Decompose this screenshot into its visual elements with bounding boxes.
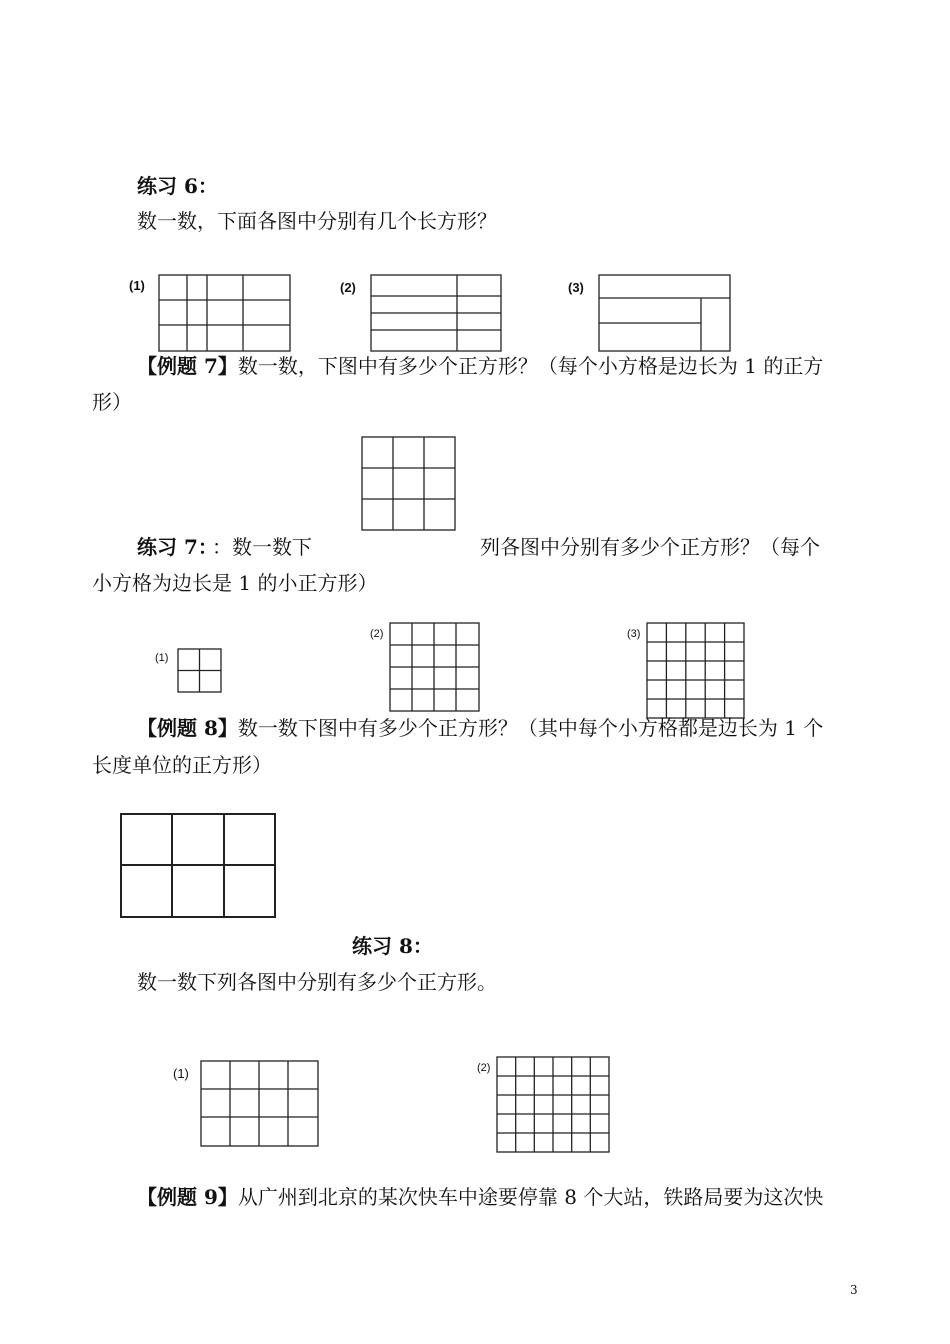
practice7-label-2: (2) <box>370 628 384 640</box>
practice7-line2: 小方格为边长是 1 的小正方形） <box>92 571 378 595</box>
example9-tag: 【例题 9】 <box>137 1185 238 1209</box>
example8-text: 数一数下图中有多少个正方形？（其中每个小方格都是边长为 1 个 <box>237 716 824 740</box>
practice7-line1-b: 列各图中分别有多少个正方形？（每个 <box>480 535 820 559</box>
example7-text: 数一数，下图中有多少个正方形？（每个小方格是边长为 1 的正方 <box>237 354 824 378</box>
example7-grid <box>361 436 457 532</box>
practice6-label-1: (1) <box>129 278 145 293</box>
example9-text: 从广州到北京的某次快车中途要停靠 8 个大站，铁路局要为这次快 <box>237 1185 824 1209</box>
practice8-label-2: (2) <box>477 1062 491 1074</box>
practice6-label-2: (2) <box>340 280 356 295</box>
practice7-figure-1 <box>177 648 223 694</box>
practice7-figure-2 <box>389 622 481 712</box>
example8-grid <box>120 813 277 919</box>
practice8-question: 数一数下列各图中分别有多少个正方形。 <box>137 970 497 994</box>
practice7-title: 练习 7： <box>137 535 218 559</box>
practice7-label-1: (1) <box>155 652 169 664</box>
example9-line1 <box>137 1183 823 1211</box>
practice7-label-3: (3) <box>627 628 641 640</box>
practice6-label-3: (3) <box>568 280 584 295</box>
practice8-label-1: (1) <box>173 1066 189 1081</box>
practice6-figure-2 <box>370 274 502 352</box>
practice8-figure-1 <box>200 1060 319 1147</box>
page-number: 3 <box>850 1283 858 1297</box>
practice6-question: 数一数，下面各图中分别有几个长方形？ <box>137 209 497 233</box>
practice7-figure-3 <box>646 622 745 719</box>
practice6-figure-1 <box>158 274 291 352</box>
example7-tag: 【例题 7】 <box>137 354 238 378</box>
practice8-title: 练习 8： <box>352 934 433 958</box>
example7-line2: 形） <box>92 390 132 414</box>
example7-line1 <box>137 352 823 380</box>
example8-line2: 长度单位的正方形） <box>92 753 272 777</box>
example8-line1 <box>137 714 823 742</box>
practice8-figure-2 <box>496 1056 610 1153</box>
practice6-figure-3 <box>598 274 731 352</box>
practice6-title: 练习 6： <box>137 174 218 198</box>
example8-tag: 【例题 8】 <box>137 716 238 740</box>
practice7-line1-a: ：数一数下 <box>212 535 312 559</box>
